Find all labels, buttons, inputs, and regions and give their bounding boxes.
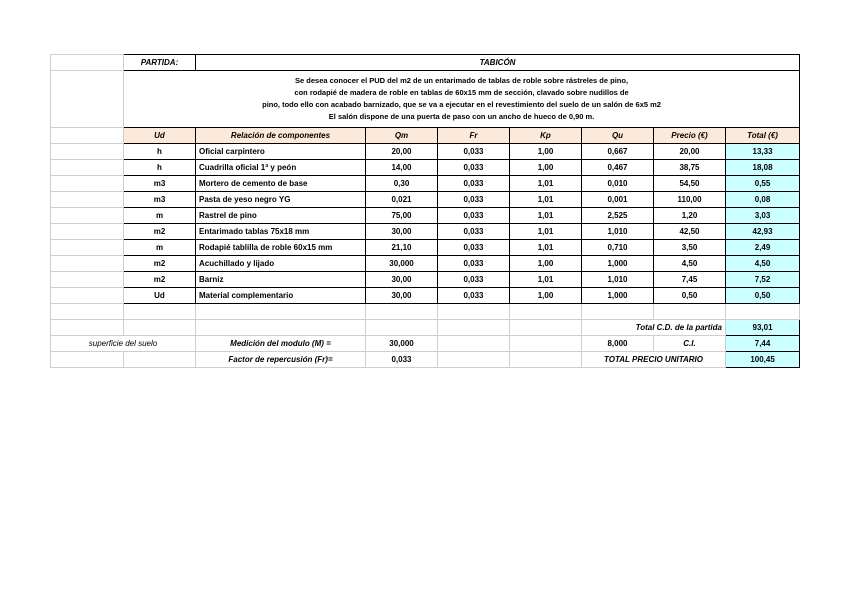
row-kp[interactable]: 1,01 xyxy=(510,192,582,208)
row-total[interactable]: 18,08 xyxy=(726,160,800,176)
row-ud[interactable]: h xyxy=(124,160,196,176)
row-kp[interactable]: 1,01 xyxy=(510,240,582,256)
col-header-qu[interactable]: Qu xyxy=(582,128,654,144)
row-total[interactable]: 0,50 xyxy=(726,288,800,304)
row-qm[interactable]: 20,00 xyxy=(366,144,438,160)
cell[interactable] xyxy=(51,128,124,144)
cell[interactable] xyxy=(51,288,124,304)
row-total[interactable]: 0,08 xyxy=(726,192,800,208)
cell[interactable] xyxy=(510,304,582,320)
table-row xyxy=(51,240,800,256)
cell[interactable] xyxy=(124,352,196,368)
total-unit-label[interactable]: TOTAL PRECIO UNITARIO xyxy=(582,352,726,368)
row-total[interactable]: 4,50 xyxy=(726,256,800,272)
cell[interactable] xyxy=(51,256,124,272)
row-qm[interactable]: 30,00 xyxy=(366,224,438,240)
cell[interactable] xyxy=(51,176,124,192)
row-ud[interactable]: h xyxy=(124,144,196,160)
factor-value[interactable]: 0,033 xyxy=(366,352,438,368)
description-line-4: El salón dispone de una puerta de paso con un ancho de hueco de 0,90 m. xyxy=(328,112,595,121)
row-kp[interactable]: 1,01 xyxy=(510,208,582,224)
row-fr[interactable]: 0,033 xyxy=(438,176,510,192)
partida-label[interactable]: PARTIDA: xyxy=(124,55,196,71)
cell[interactable] xyxy=(51,71,124,128)
col-header-total[interactable]: Total (€) xyxy=(726,128,800,144)
row-qu[interactable]: 0,467 xyxy=(582,160,654,176)
description-line-2: con rodapié de madera de roble en tablas de 60x15 mm de sección, clavado sobre nudillos de xyxy=(294,88,629,97)
row-qm[interactable]: 14,00 xyxy=(366,160,438,176)
row-fr[interactable]: 0,033 xyxy=(438,272,510,288)
row-kp[interactable]: 1,00 xyxy=(510,256,582,272)
row-total[interactable]: 42,93 xyxy=(726,224,800,240)
cell[interactable] xyxy=(51,224,124,240)
row-total[interactable]: 13,33 xyxy=(726,144,800,160)
row-fr[interactable]: 0,033 xyxy=(438,256,510,272)
row-component-name[interactable]: Rastrel de pino xyxy=(196,208,366,224)
row-precio[interactable]: 42,50 xyxy=(654,224,726,240)
budget-sheet xyxy=(50,54,800,368)
row-kp[interactable]: 1,01 xyxy=(510,224,582,240)
blank-row xyxy=(51,304,800,320)
cell[interactable] xyxy=(51,352,124,368)
table-row xyxy=(51,208,800,224)
row-qu[interactable]: 1,010 xyxy=(582,272,654,288)
row-kp[interactable]: 1,00 xyxy=(510,144,582,160)
row-precio[interactable]: 110,00 xyxy=(654,192,726,208)
table-row xyxy=(51,272,800,288)
col-header-qm[interactable]: Qm xyxy=(366,128,438,144)
row-qu[interactable]: 0,667 xyxy=(582,144,654,160)
row-qm[interactable]: 30,000 xyxy=(366,256,438,272)
row-component-name[interactable]: Cuadrilla oficial 1ª y peón xyxy=(196,160,366,176)
row-fr[interactable]: 0,033 xyxy=(438,208,510,224)
table-row xyxy=(51,176,800,192)
cell[interactable] xyxy=(654,304,726,320)
row-qu[interactable]: 0,001 xyxy=(582,192,654,208)
row-qm[interactable]: 21,10 xyxy=(366,240,438,256)
row-total[interactable]: 7,52 xyxy=(726,272,800,288)
row-qu[interactable]: 0,010 xyxy=(582,176,654,192)
cell[interactable] xyxy=(438,320,510,336)
col-header-kp[interactable]: Kp xyxy=(510,128,582,144)
description-line-1: Se desea conocer el PUD del m2 de un entarimado de tablas de roble sobre rástreles de pino, xyxy=(295,76,629,85)
row-total[interactable]: 2,49 xyxy=(726,240,800,256)
cell[interactable] xyxy=(51,144,124,160)
surface-label[interactable]: superficie del suelo xyxy=(51,336,196,352)
row-ud[interactable]: m2 xyxy=(124,224,196,240)
ci-label[interactable]: C.I. xyxy=(654,336,726,352)
row-total[interactable]: 0,55 xyxy=(726,176,800,192)
cell[interactable] xyxy=(726,304,800,320)
row-precio[interactable]: 20,00 xyxy=(654,144,726,160)
ci-value[interactable]: 7,44 xyxy=(726,336,800,352)
row-fr[interactable]: 0,033 xyxy=(438,224,510,240)
row-qm[interactable]: 30,00 xyxy=(366,272,438,288)
row-qu[interactable]: 1,000 xyxy=(582,256,654,272)
medicion-row xyxy=(51,336,800,352)
col-header-fr[interactable]: Fr xyxy=(438,128,510,144)
row-precio[interactable]: 3,50 xyxy=(654,240,726,256)
row-qm[interactable]: 30,00 xyxy=(366,288,438,304)
row-component-name[interactable]: Oficial carpintero xyxy=(196,144,366,160)
row-ud[interactable]: m2 xyxy=(124,256,196,272)
row-precio[interactable]: 0,50 xyxy=(654,288,726,304)
partida-row xyxy=(51,55,800,71)
row-qm[interactable]: 0,021 xyxy=(366,192,438,208)
column-header-row xyxy=(51,128,800,144)
cell[interactable] xyxy=(51,192,124,208)
factor-label[interactable]: Factor de repercusión (Fr)= xyxy=(196,352,366,368)
row-component-name[interactable]: Mortero de cemento de base xyxy=(196,176,366,192)
cell[interactable] xyxy=(51,208,124,224)
medicion-label[interactable]: Medición del modulo (M) = xyxy=(196,336,366,352)
total-unit-value[interactable]: 100,45 xyxy=(726,352,800,368)
table-row xyxy=(51,192,800,208)
cell[interactable] xyxy=(124,304,196,320)
col-header-components[interactable]: Relación de componentes xyxy=(196,128,366,144)
row-ud[interactable]: m xyxy=(124,208,196,224)
row-ud[interactable]: m xyxy=(124,240,196,256)
total-cd-value[interactable]: 93,01 xyxy=(726,320,800,336)
row-ud[interactable]: m3 xyxy=(124,176,196,192)
cell[interactable] xyxy=(438,352,510,368)
row-qm[interactable]: 75,00 xyxy=(366,208,438,224)
row-fr[interactable]: 0,033 xyxy=(438,160,510,176)
cell[interactable] xyxy=(510,336,582,352)
cell[interactable] xyxy=(124,320,196,336)
row-total[interactable]: 3,03 xyxy=(726,208,800,224)
row-precio[interactable]: 1,20 xyxy=(654,208,726,224)
total-cd-row xyxy=(51,320,800,336)
row-ud[interactable]: m2 xyxy=(124,272,196,288)
partida-value[interactable]: TABICÓN xyxy=(196,55,800,71)
description-row xyxy=(51,71,800,128)
description-cell[interactable] xyxy=(124,71,800,128)
row-qu[interactable]: 1,010 xyxy=(582,224,654,240)
cell[interactable] xyxy=(196,304,366,320)
row-qu[interactable]: 2,525 xyxy=(582,208,654,224)
row-qu[interactable]: 0,710 xyxy=(582,240,654,256)
row-component-name[interactable]: Barniz xyxy=(196,272,366,288)
ci-percent[interactable]: 8,000 xyxy=(582,336,654,352)
row-precio[interactable]: 54,50 xyxy=(654,176,726,192)
row-component-name[interactable]: Acuchillado y lijado xyxy=(196,256,366,272)
table-row xyxy=(51,224,800,240)
cell[interactable] xyxy=(51,320,124,336)
row-component-name[interactable]: Rodapié tablilla de roble 60x15 mm xyxy=(196,240,366,256)
row-ud[interactable]: m3 xyxy=(124,192,196,208)
row-qm[interactable]: 0,30 xyxy=(366,176,438,192)
cell[interactable] xyxy=(196,320,366,336)
cell[interactable] xyxy=(510,320,582,336)
cell[interactable] xyxy=(51,160,124,176)
cell[interactable] xyxy=(438,336,510,352)
row-kp[interactable]: 1,00 xyxy=(510,160,582,176)
row-kp[interactable]: 1,01 xyxy=(510,272,582,288)
row-kp[interactable]: 1,01 xyxy=(510,176,582,192)
medicion-value[interactable]: 30,000 xyxy=(366,336,438,352)
row-component-name[interactable]: Material complementario xyxy=(196,288,366,304)
cell[interactable] xyxy=(582,304,654,320)
cell[interactable] xyxy=(366,304,438,320)
cell[interactable] xyxy=(438,304,510,320)
row-fr[interactable]: 0,033 xyxy=(438,192,510,208)
table-row xyxy=(51,288,800,304)
cell[interactable] xyxy=(510,352,582,368)
cell[interactable] xyxy=(51,55,124,71)
cell[interactable] xyxy=(51,304,124,320)
cell[interactable] xyxy=(366,320,438,336)
row-ud[interactable]: Ud xyxy=(124,288,196,304)
row-fr[interactable]: 0,033 xyxy=(438,240,510,256)
table-row xyxy=(51,256,800,272)
col-header-ud[interactable]: Ud xyxy=(124,128,196,144)
table-row xyxy=(51,144,800,160)
row-qu[interactable]: 1,000 xyxy=(582,288,654,304)
col-header-precio[interactable]: Precio (€) xyxy=(654,128,726,144)
row-precio[interactable]: 38,75 xyxy=(654,160,726,176)
factor-row xyxy=(51,352,800,368)
row-fr[interactable]: 0,033 xyxy=(438,144,510,160)
row-component-name[interactable]: Pasta de yeso negro YG xyxy=(196,192,366,208)
cell[interactable] xyxy=(51,272,124,288)
row-precio[interactable]: 4,50 xyxy=(654,256,726,272)
total-cd-label[interactable]: Total C.D. de la partida xyxy=(582,320,726,336)
row-component-name[interactable]: Entarimado tablas 75x18 mm xyxy=(196,224,366,240)
cell[interactable] xyxy=(51,240,124,256)
row-precio[interactable]: 7,45 xyxy=(654,272,726,288)
row-kp[interactable]: 1,00 xyxy=(510,288,582,304)
description-line-3: pino, todo ello con acabado barnizado, que se va a ejecutar en el revestimiento del suelo de un salón de 6x5 m2 xyxy=(262,100,661,109)
table-row xyxy=(51,160,800,176)
row-fr[interactable]: 0,033 xyxy=(438,288,510,304)
